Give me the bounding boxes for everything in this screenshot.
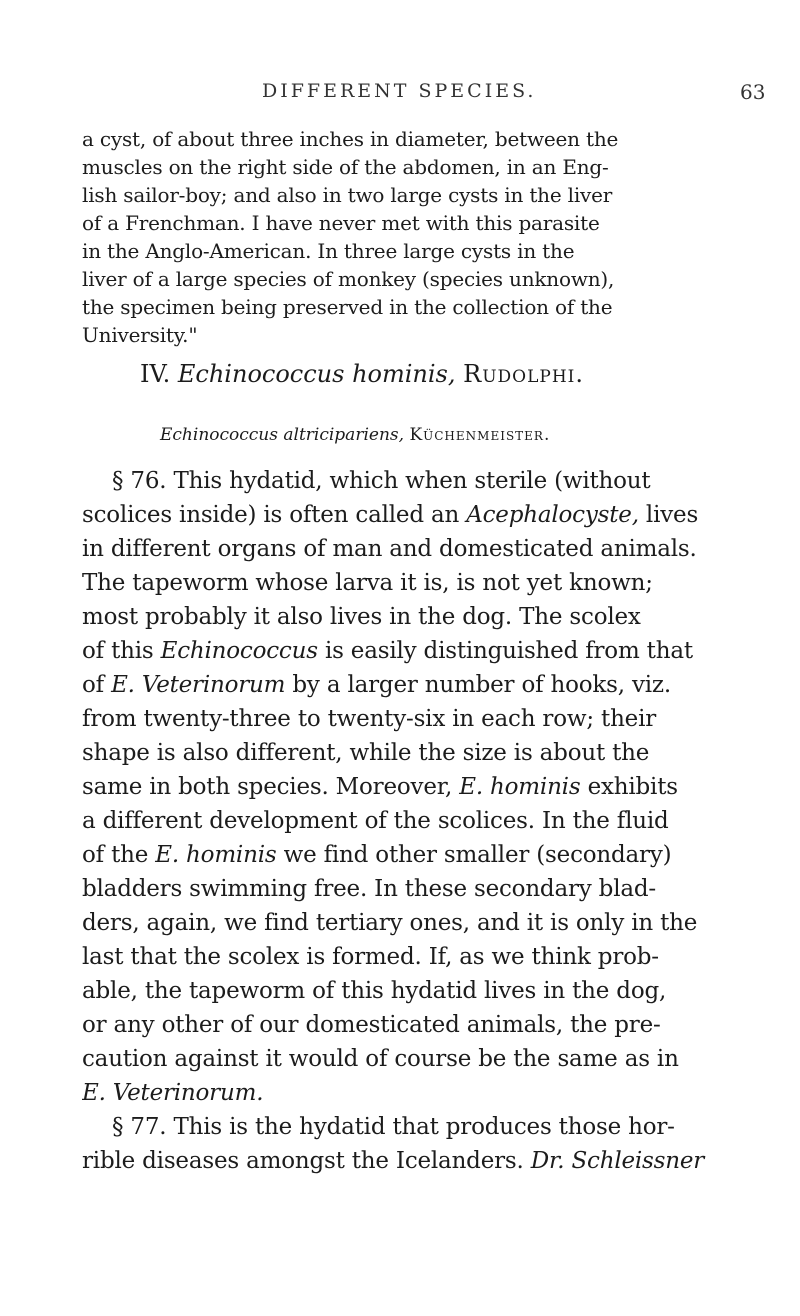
synonym-line	[160, 425, 550, 445]
running-title: DIFFERENT SPECIES.	[262, 80, 537, 102]
para76-line-15: last that the scolex is formed. If, as we think prob-	[82, 944, 659, 970]
para77-line-2: rible diseases amongst the Icelanders. Dr. Schleissner	[82, 1148, 705, 1174]
para76-line-12: of the E. hominis we find other smaller (secondary)	[82, 842, 672, 868]
quote-line-2: muscles on the right side of the abdomen, in an Eng-	[82, 155, 609, 179]
section-genus: Echinococcus hominis,	[177, 360, 456, 388]
quote-line-3: lish sailor-boy; and also in two large cysts in the liver	[82, 183, 613, 207]
para76-line-18: caution against it would of course be the same as in	[82, 1046, 679, 1072]
section-numeral: IV.	[140, 360, 171, 388]
section-author: Rudolphi.	[463, 360, 584, 388]
para76-line-11: a different development of the scolices. In the fluid	[82, 808, 669, 834]
quote-line-1: a cyst, of about three inches in diameter, between the	[82, 127, 619, 151]
para76-line-10: same in both species. Moreover, E. hominis exhibits	[82, 774, 678, 800]
para76-line-13: bladders swimming free. In these secondary blad-	[82, 876, 656, 902]
para76-line-17: or any other of our domesticated animals, the pre-	[82, 1012, 661, 1038]
quote-line-4: of a Frenchman. I have never met with this parasite	[82, 211, 600, 235]
quote-line-6: liver of a large species of monkey (species unknown),	[82, 267, 615, 291]
quote-line-5: in the Anglo-American. In three large cysts in the	[82, 239, 575, 263]
para77-line-1: § 77. This is the hydatid that produces those hor-	[112, 1114, 675, 1140]
para76-line-4: The tapeworm whose larva it is, is not yet known;	[82, 570, 653, 596]
para76-line-9: shape is also different, while the size is about the	[82, 740, 650, 766]
para76-line-6: of this Echinococcus is easily distinguished from that	[82, 638, 693, 664]
para76-line-8: from twenty-three to twenty-six in each row; their	[82, 706, 657, 732]
synonym-name: Echinococcus altricipariens,	[160, 425, 405, 445]
quote-line-7: the specimen being preserved in the collection of the	[82, 295, 613, 319]
para76-line-7: of E. Veterinorum by a larger number of hooks, viz.	[82, 672, 671, 698]
para76-line-5: most probably it also lives in the dog. The scolex	[82, 604, 641, 630]
para76-line-19: E. Veterinorum.	[82, 1080, 264, 1106]
para76-line-3: in different organs of man and domesticated animals.	[82, 536, 697, 562]
running-head	[0, 80, 800, 110]
synonym-author: Küchenmeister.	[409, 425, 551, 445]
para76-line-16: able, the tapeworm of this hydatid lives in the dog,	[82, 978, 667, 1004]
para76-line-2: scolices inside) is often called an Acephalocyste, lives	[82, 502, 699, 528]
para76-line-1: § 76. This hydatid, which when sterile (without	[112, 468, 651, 494]
quote-line-8: University."	[82, 323, 198, 347]
page-number: 63	[740, 80, 766, 104]
para76-line-14: ders, again, we find tertiary ones, and it is only in the	[82, 910, 698, 936]
section-heading	[140, 360, 584, 388]
